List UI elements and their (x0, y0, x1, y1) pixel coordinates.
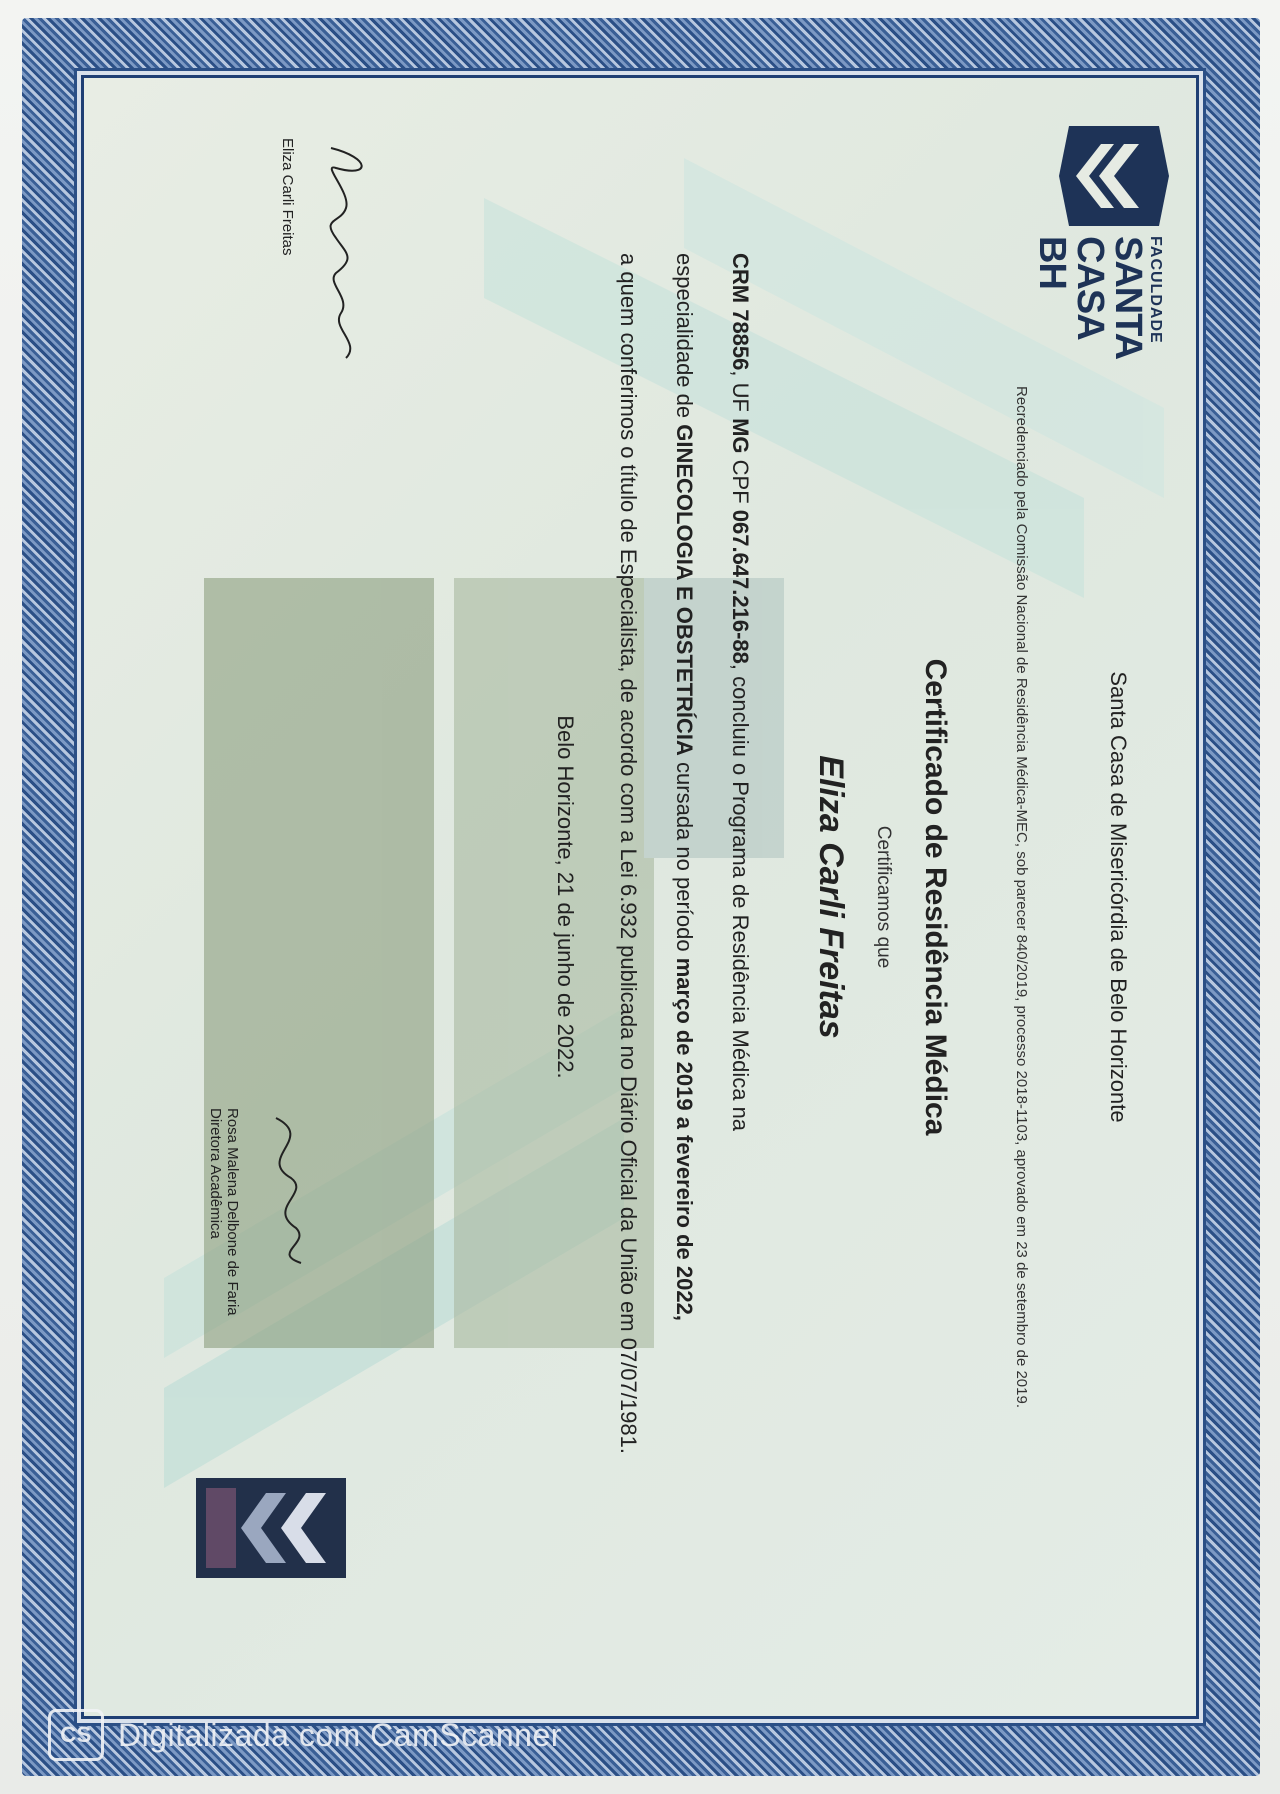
camscanner-watermark (48, 1712, 562, 1758)
recipient-name: Eliza Carli Freitas (812, 755, 850, 1039)
uf-value: MG (728, 418, 753, 454)
director-handwritten-signature (246, 1108, 326, 1268)
period-label: cursada no período (672, 755, 697, 958)
certificate-title: Certificado de Residência Médica (919, 658, 952, 1136)
cpf-label: CPF (728, 453, 753, 510)
santa-casa-chevron-icon (1059, 126, 1169, 226)
body-line-1-text: , concluiu o Programa de Residência Médica na (728, 663, 753, 1132)
body-line-3: a quem conferimos o título de Especialista, de acordo com a Lei 6.932 publicada no Diário Oficial da União em 07/07/1981. (616, 253, 641, 1454)
rotated-content (84, 78, 1196, 1716)
logo-line-faculdade: FACULDADE (1147, 236, 1164, 344)
certificate-sheet (84, 78, 1196, 1716)
uf-label: , UF (728, 370, 753, 419)
camscanner-icon: CS (48, 1709, 104, 1761)
logo-wordmark (1033, 236, 1163, 359)
holder-signature-block (279, 138, 391, 438)
cpf-value: 067.647.216-88 (728, 509, 753, 664)
crm-number: CRM 78856 (728, 253, 753, 371)
camscanner-text: Digitalizada com CamScanner (118, 1716, 562, 1753)
certificate-body (600, 253, 768, 1553)
logo-line-casa-bh: CASA BH (1031, 236, 1111, 339)
certify-intro: Certificamos que (873, 825, 894, 969)
accreditation-statement: Recredenciado pela Comissão Nacional de Residência Médica-MEC, sob parecer 840/2019, processo 2018-1103, aprovado em 23 de setembro de 2019. (1013, 386, 1030, 1408)
holder-handwritten-signature (301, 138, 391, 368)
faculdade-santa-casa-logo (1031, 126, 1169, 360)
director-signature-block (207, 1108, 326, 1408)
director-name: Rosa Malena Delbone de Faria (224, 1108, 241, 1316)
body-line-1 (712, 253, 768, 1553)
body-line-2 (656, 253, 712, 1553)
specialty-value: GINECOLOGIA E OBSTETRÍCIA (672, 424, 697, 756)
holder-name: Eliza Carli Freitas (279, 138, 296, 256)
institution-name: Santa Casa de Misericórdia de Belo Horizonte (1106, 671, 1131, 1123)
director-role: Diretora Acadêmica (207, 1108, 224, 1239)
period-value: março de 2019 a fevereiro de 2022, (672, 957, 697, 1321)
specialty-label: especialidade de (672, 253, 697, 425)
holographic-seal (196, 1478, 346, 1578)
place-and-date: Belo Horizonte, 21 de junho de 2022. (553, 715, 578, 1079)
logo-line-santa: SANTA (1107, 236, 1149, 360)
